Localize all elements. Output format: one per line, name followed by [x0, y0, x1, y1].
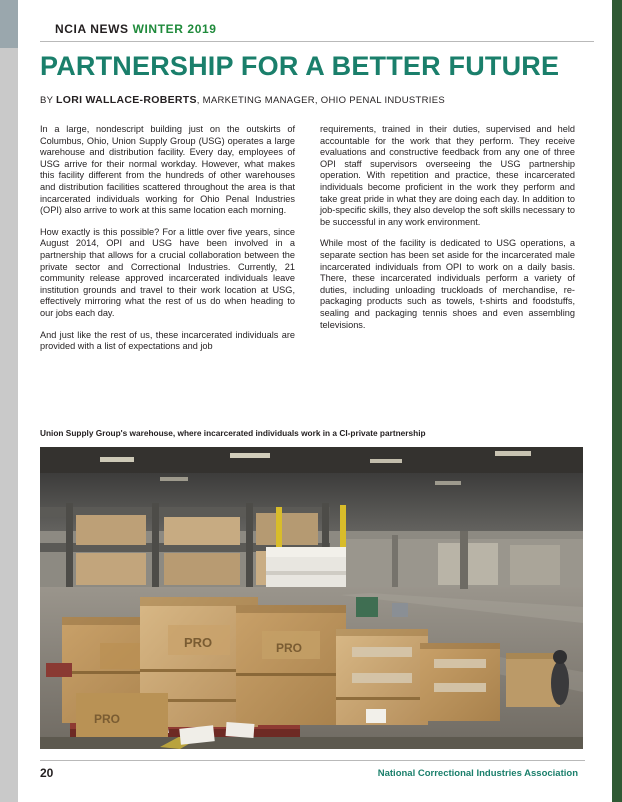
svg-text:PRO: PRO [94, 712, 121, 726]
paragraph: requirements, trained in their duties, supervised and held accountable for the work that they perform. They receive evaluations and constructive feedback from any one of three OPI staff supervisors overseeing the USG partnership operation. With repetition and practice, these incarcerated individuals become proficient in the work they perform and take great pride in what they are doing each day. In addition to job-specific skills, they also develop the soft skills necessary to be successful in any work environment. [320, 124, 575, 227]
running-head-issue: WINTER 2019 [132, 22, 217, 36]
header-divider [40, 41, 594, 42]
byline-rest: , MARKETING MANAGER, OHIO PENAL INDUSTRIES [196, 95, 445, 106]
body-column-left [40, 124, 295, 363]
running-head [55, 22, 217, 36]
byline-prefix: BY [40, 95, 57, 106]
paragraph: And just like the rest of us, these incarcerated individuals are provided with a list of expectations and job [40, 329, 295, 352]
paragraph: In a large, nondescript building just on the outskirts of Columbus, Ohio, Union Supply Group (USG) operates a large warehouse and distribution facility. Every day, employees of USG arrive for their normal workday. However, what makes this facility different from the hundreds of other warehouses and distribution facilities scattered throughout the area is that incarcerated individuals working for Ohio Penal Industries (OPI) also arrive to work at this same location each morning. [40, 124, 295, 216]
paragraph: How exactly is this possible? For a little over five years, since August 2014, OPI and USG have been involved in a partnership that allows for a crucial collaboration between the private sector and Correctional Industries. Currently, 21 community release approved incarcerated individuals leave institution grounds and travel to their work location at USG, effectively mirroring what the rest of us do when heading to our jobs each day. [40, 226, 295, 318]
byline-author: LORI WALLACE-ROBERTS [56, 94, 197, 106]
svg-text:PRO: PRO [276, 641, 303, 655]
page-number: 20 [40, 766, 54, 780]
paragraph: While most of the facility is dedicated to USG operations, a separate section has been set aside for the incarcerated male incarcerated individuals from OPI to work on a daily basis. There, these incarcerated individuals perform a variety of duties, including unloading truckloads of merchandise, re-packaging products such as towels, t-shirts and foodstuffs, sealing and packaging tennis shoes and even assembling televisions. [320, 238, 575, 330]
left-decorative-bar [0, 0, 18, 802]
body-column-right [320, 124, 575, 341]
left-decorative-bar-accent [0, 0, 18, 48]
figure-caption: Union Supply Group's warehouse, where incarcerated individuals work in a CI-private partnership [40, 428, 426, 438]
right-decorative-bar [612, 0, 622, 802]
byline [40, 94, 585, 106]
footer-organization: National Correctional Industries Association [377, 768, 578, 779]
warehouse-photo [40, 447, 583, 749]
running-head-label: NCIA NEWS [55, 22, 129, 36]
svg-text:PRO: PRO [184, 635, 213, 650]
page-title: PARTNERSHIP FOR A BETTER FUTURE [40, 51, 560, 81]
footer-divider [40, 760, 585, 761]
